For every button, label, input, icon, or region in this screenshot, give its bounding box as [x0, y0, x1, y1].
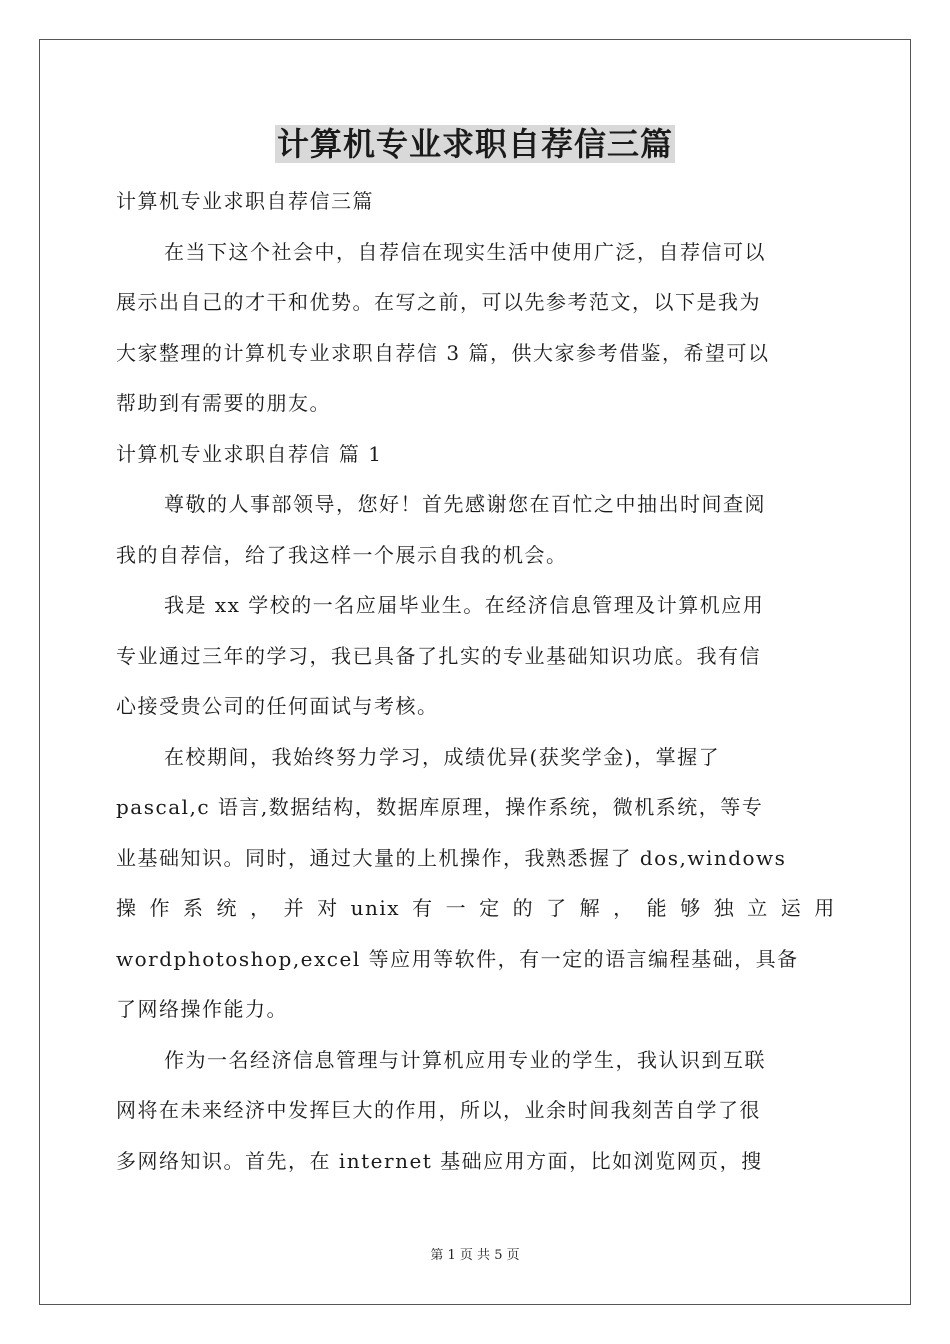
- spaced-word: 一: [445, 896, 468, 920]
- document-title-text: 计算机专业求职自荐信三篇: [276, 125, 673, 163]
- spaced-word: 运: [780, 896, 803, 920]
- text-line: 业基础知识。同时，通过大量的上机操作，我熟悉握了 dos,windows: [116, 845, 787, 870]
- text-line: 大家整理的计算机专业求职自荐信 3 篇，供大家参考借鉴，希望可以: [116, 340, 770, 365]
- text-line: 多网络知识。首先，在 internet 基础应用方面，比如浏览网页，搜: [116, 1148, 763, 1173]
- spaced-word: 了: [546, 896, 568, 920]
- spaced-word: 系: [183, 896, 205, 920]
- text-line: 尊敬的人事部领导，您好！首先感谢您在百忙之中抽出时间查阅: [164, 492, 766, 516]
- text-line: 在校期间，我始终努力学习，成绩优异(获奖学金)，掌握了: [164, 744, 721, 769]
- spaced-word: 定: [479, 896, 501, 920]
- spaced-word: 操: [116, 896, 138, 920]
- spaced-word: 立: [747, 896, 769, 920]
- document-body: [116, 176, 836, 1186]
- spaced-word: 的: [512, 896, 535, 920]
- text-line: 帮助到有需要的朋友。: [116, 391, 331, 415]
- spaced-word: 作: [149, 896, 172, 920]
- text-line: pascal,c 语言,数据结构，数据库原理，操作系统，微机系统，等专: [116, 795, 764, 819]
- text-line: wordphotoshop,excel 等应用等软件，有一定的语言编程基础，具备: [116, 946, 799, 971]
- text-line: 在当下这个社会中，自荐信在现实生活中使用广泛，自荐信可以: [164, 239, 766, 264]
- spaced-word: 用: [814, 896, 836, 920]
- text-line: 我的自荐信，给了我这样一个展示自我的机会。: [116, 542, 568, 567]
- spaced-word: 并: [283, 896, 306, 920]
- spaced-word: 解: [579, 896, 602, 920]
- spaced-word: 能: [646, 896, 669, 920]
- text-line: 网将在未来经济中发挥巨大的作用，所以，业余时间我刻苦自学了很: [116, 1098, 761, 1122]
- subtitle-line: 计算机专业求职自荐信三篇: [116, 189, 374, 213]
- spaced-word: 有: [412, 896, 434, 920]
- page-indicator: 第 1 页 共 5 页: [430, 1248, 520, 1263]
- page-footer: [0, 1246, 950, 1266]
- text-line: 展示出自己的才干和优势。在写之前，可以先参考范文，以下是我为: [116, 290, 761, 314]
- spaced-word: 对: [317, 896, 339, 920]
- spaced-word: 统: [216, 896, 239, 920]
- text-line: 我是 xx 学校的一名应届毕业生。在经济信息管理及计算机应用: [164, 593, 765, 617]
- section-heading: 计算机专业求职自荐信 篇 1: [116, 441, 383, 466]
- text-line: 了网络操作能力。: [116, 997, 288, 1021]
- spaced-word: 独: [713, 896, 736, 920]
- text-line: 心接受贵公司的任何面试与考核。: [116, 694, 439, 718]
- spaced-word: ，: [613, 896, 635, 920]
- spaced-text-line: [116, 883, 836, 934]
- spaced-word: 够: [680, 896, 702, 920]
- text-line: 作为一名经济信息管理与计算机应用专业的学生，我认识到互联: [164, 1047, 766, 1072]
- text-line: 专业通过三年的学习，我已具备了扎实的专业基础知识功底。我有信: [116, 643, 761, 668]
- document-title: [0, 122, 950, 166]
- spaced-word: ，: [250, 896, 272, 920]
- spaced-word: unix: [350, 896, 401, 920]
